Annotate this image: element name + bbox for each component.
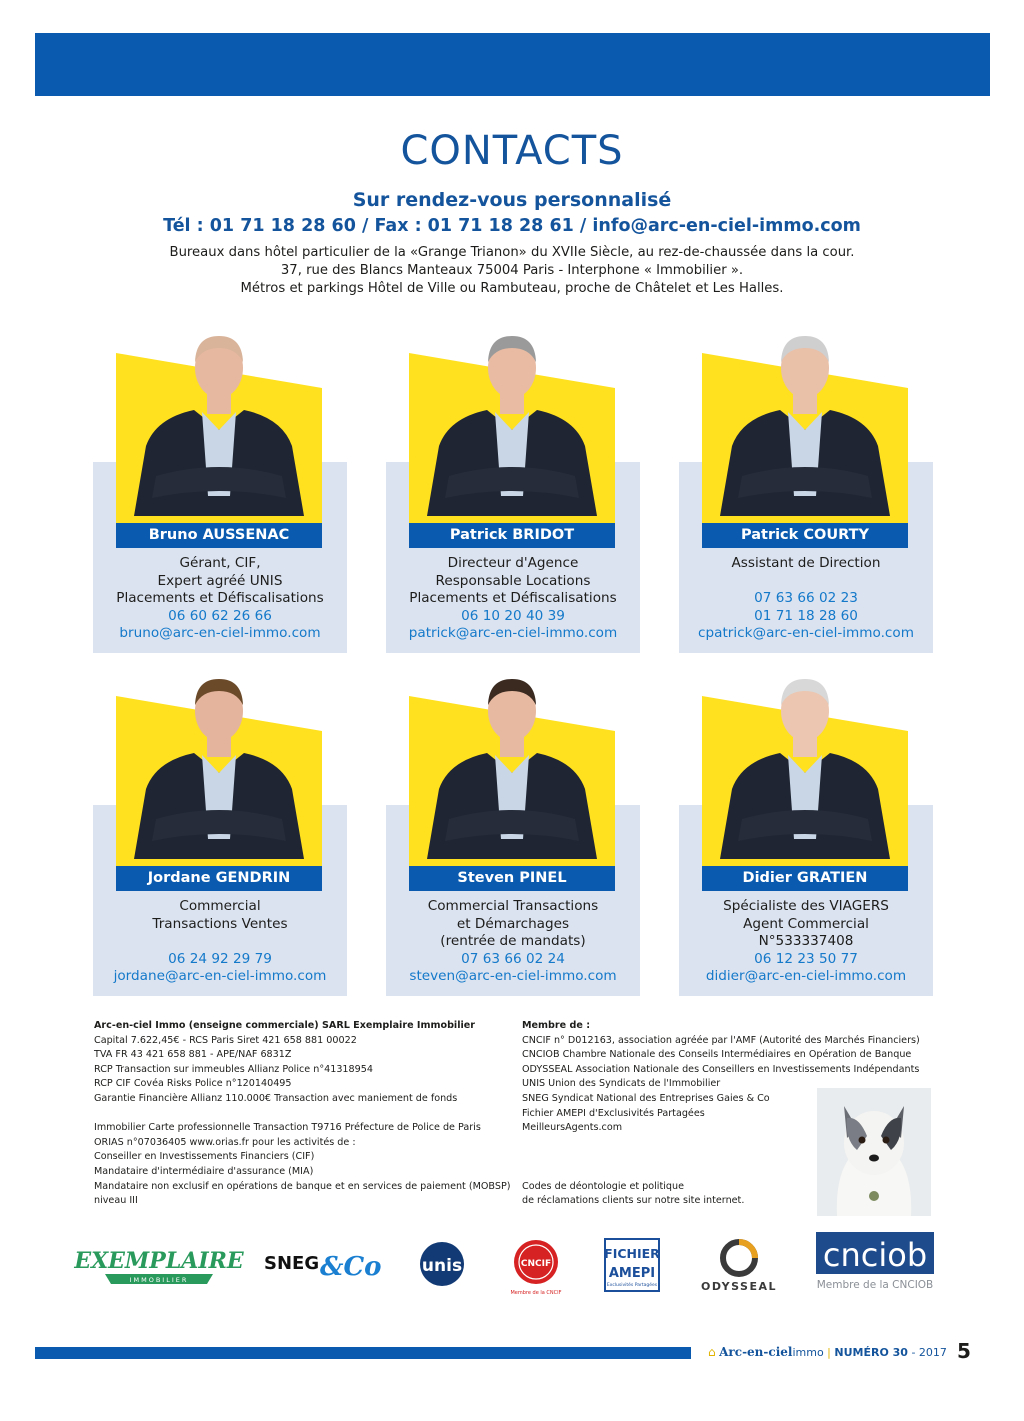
role-line: Expert agréé UNIS (157, 572, 283, 589)
role-line: Spécialiste des VIAGERS (723, 898, 889, 914)
odysseal-logo-text: ODYSSEAL (700, 1280, 778, 1293)
role-line: et Démarchages (456, 915, 570, 932)
legal-line: Conseiller en Investissements Financiers (CIF) (94, 1151, 315, 1163)
address-line-1: Bureaux dans hôtel particulier de la «Grange Trianon» du XVIIe Siècle, au rez-de-chaussée dans la cour. (169, 245, 855, 260)
role-line: Gérant, CIF, (179, 555, 261, 571)
phone-link[interactable]: 07 63 66 02 23 (754, 590, 858, 607)
role-line: Assistant de Direction (731, 555, 881, 571)
footer-brand (708, 1345, 947, 1359)
contact-name: Steven PINEL (409, 866, 615, 891)
membership-line: SNEG Syndicat National des Entreprises Gaies & Co (522, 1092, 770, 1104)
email-link[interactable]: didier@arc-en-ciel-immo.com (705, 968, 907, 985)
role-line: (rentrée de mandats) (440, 933, 586, 950)
unis-logo-text: unis (421, 1256, 463, 1276)
person-photo (116, 669, 322, 859)
membership-line: MeilleursAgents.com (522, 1122, 623, 1134)
legal-line: TVA FR 43 421 658 881 - APE/NAF 6831Z (94, 1049, 292, 1061)
email-link[interactable]: cpatrick@arc-en-ciel-immo.com (698, 625, 914, 642)
contact-name: Jordane GENDRIN (116, 866, 322, 891)
footer-brand-immo: immo (792, 1346, 824, 1359)
address-line-2: 37, rue des Blancs Manteaux 75004 Paris - Interphone « Immobilier ». (280, 263, 744, 278)
contact-name: Patrick BRIDOT (409, 523, 615, 548)
phone-link[interactable]: 06 12 23 50 77 (754, 950, 858, 967)
footer-year: - 2017 (911, 1346, 947, 1359)
role-line: Transactions Ventes (152, 915, 288, 932)
contact-phone-line: Tél : 01 71 18 28 60 / Fax : 01 71 18 28 61 / info@arc-en-ciel-immo.com (163, 216, 861, 236)
phone-link[interactable]: 06 10 20 40 39 (461, 607, 565, 624)
membership-line: Fichier AMEPI d'Exclusivités Partagées (522, 1107, 705, 1119)
person-photo (409, 669, 615, 859)
cnciob-logo (816, 1232, 934, 1294)
footer-brand-name: Arc-en-ciel (719, 1345, 793, 1359)
sneg-logo-co: &Co (320, 1252, 382, 1282)
footer-separator: | (827, 1346, 831, 1359)
legal-line: Mandataire d'intermédiaire d'assurance (MIA) (94, 1165, 314, 1177)
subtitle: Sur rendez-vous personnalisé (352, 189, 672, 211)
footer-bar (35, 1347, 691, 1359)
contact-info (93, 555, 347, 643)
amepi-logo-subtext: Exclusivités Partagées (606, 1283, 658, 1288)
email-link[interactable]: steven@arc-en-ciel-immo.com (409, 968, 617, 985)
unis-logo (418, 1240, 466, 1288)
cnciob-logo-subtext: Membre de la CNCIOB (816, 1279, 934, 1291)
legal-info-left (94, 1019, 510, 1209)
exemplaire-logo (74, 1238, 244, 1288)
odysseal-logo (697, 1238, 781, 1294)
legal-line: RCP Transaction sur immeubles Allianz Police n°41318954 (94, 1063, 373, 1075)
sneg-logo (262, 1242, 380, 1286)
amepi-logo (604, 1238, 660, 1292)
legal-line: Garantie Financière Allianz 110.000€ Transaction avec maniement de fonds (94, 1092, 458, 1104)
membership-line: CNCIF n° D012163, association agréée par l'AMF (Autorité des Marchés Financiers) (522, 1034, 920, 1046)
amepi-logo-fichier: FICHIER (604, 1246, 660, 1261)
role-line: Responsable Locations (435, 572, 591, 589)
membership-line: Codes de déontologie et politique (522, 1180, 684, 1192)
address-line-3: Métros et parkings Hôtel de Ville ou Rambuteau, proche de Châtelet et Les Halles. (240, 281, 784, 296)
contact-info (679, 898, 933, 986)
contact-info (386, 555, 640, 643)
footer-issue: NUMÉRO 30 (834, 1346, 908, 1359)
membership-line: CNCIOB Chambre Nationale des Conseils Intermédiaires en Opération de Banque (522, 1049, 912, 1061)
membership-line: ODYSSEAL Association Nationale des Conseillers en Investissements Indépendants (522, 1063, 920, 1075)
role-line: N°533337408 (758, 933, 854, 950)
email-link[interactable]: jordane@arc-en-ciel-immo.com (113, 968, 327, 985)
phone-link[interactable]: 01 71 18 28 60 (754, 607, 858, 624)
top-banner (35, 33, 990, 96)
legal-line: Immobilier Carte professionnelle Transaction T9716 Préfecture de Police de Paris (94, 1122, 481, 1134)
role-line (679, 573, 933, 591)
contact-info (93, 898, 347, 986)
contact-name: Patrick COURTY (702, 523, 908, 548)
membership-line: de réclamations clients sur notre site internet. (522, 1195, 745, 1207)
email-link[interactable]: bruno@arc-en-ciel-immo.com (119, 625, 321, 642)
legal-heading: Arc-en-ciel Immo (enseigne commerciale) SARL Exemplaire Immobilier (94, 1020, 476, 1031)
legal-line: Mandataire non exclusif en opérations de banque et en services de paiement (MOBSP) (94, 1180, 511, 1192)
cncif-logo (508, 1236, 564, 1296)
phone-link[interactable]: 06 24 92 29 79 (168, 950, 272, 967)
cncif-logo-subtext: Membre de la CNCIF (510, 1290, 562, 1296)
person-photo (409, 326, 615, 516)
role-line: Agent Commercial (743, 915, 869, 932)
legal-line (94, 1107, 510, 1122)
legal-line: niveau III (94, 1195, 138, 1207)
phone-link[interactable]: 06 60 62 26 66 (168, 607, 272, 624)
person-photo (702, 669, 908, 859)
membership-heading: Membre de : (522, 1020, 591, 1031)
person-photo (116, 326, 322, 516)
page-title: CONTACTS (400, 128, 624, 174)
email-link[interactable]: patrick@arc-en-ciel-immo.com (408, 625, 618, 642)
house-icon: ⌂ (708, 1345, 716, 1359)
phone-link[interactable]: 07 63 66 02 24 (461, 950, 565, 967)
cncif-logo-text: CNCIF (520, 1259, 552, 1269)
contact-name: Bruno AUSSENAC (116, 523, 322, 548)
person-photo (702, 326, 908, 516)
page-number: 5 (957, 1339, 971, 1363)
exemplaire-logo-subtext: IMMOBILIER (129, 1276, 189, 1284)
role-line: Directeur d'Agence (447, 555, 579, 571)
dog-photo (817, 1088, 931, 1216)
contact-name: Didier GRATIEN (702, 866, 908, 891)
exemplaire-logo-text: EXEMPLAIRE (74, 1248, 244, 1274)
role-line: Placements et Défiscalisations (116, 590, 324, 607)
contact-info (679, 555, 933, 643)
legal-line: Capital 7.622,45€ - RCS Paris Siret 421 658 881 00022 (94, 1034, 357, 1046)
cnciob-logo-text: cnciob (822, 1236, 928, 1274)
sneg-logo-text: SNEG (264, 1253, 320, 1274)
role-line: Placements et Défiscalisations (409, 590, 617, 607)
contact-info (386, 898, 640, 986)
role-line: Commercial (179, 898, 261, 914)
amepi-logo-text: AMEPI (608, 1266, 656, 1281)
role-line (93, 933, 347, 951)
role-line: Commercial Transactions (427, 898, 599, 914)
legal-line: ORIAS n°07036405 www.orias.fr pour les activités de : (94, 1136, 356, 1148)
membership-line: UNIS Union des Syndicats de l'Immobilier (522, 1078, 721, 1090)
legal-line: RCP CIF Covéa Risks Police n°120140495 (94, 1078, 292, 1090)
partner-logos (0, 1228, 1024, 1298)
